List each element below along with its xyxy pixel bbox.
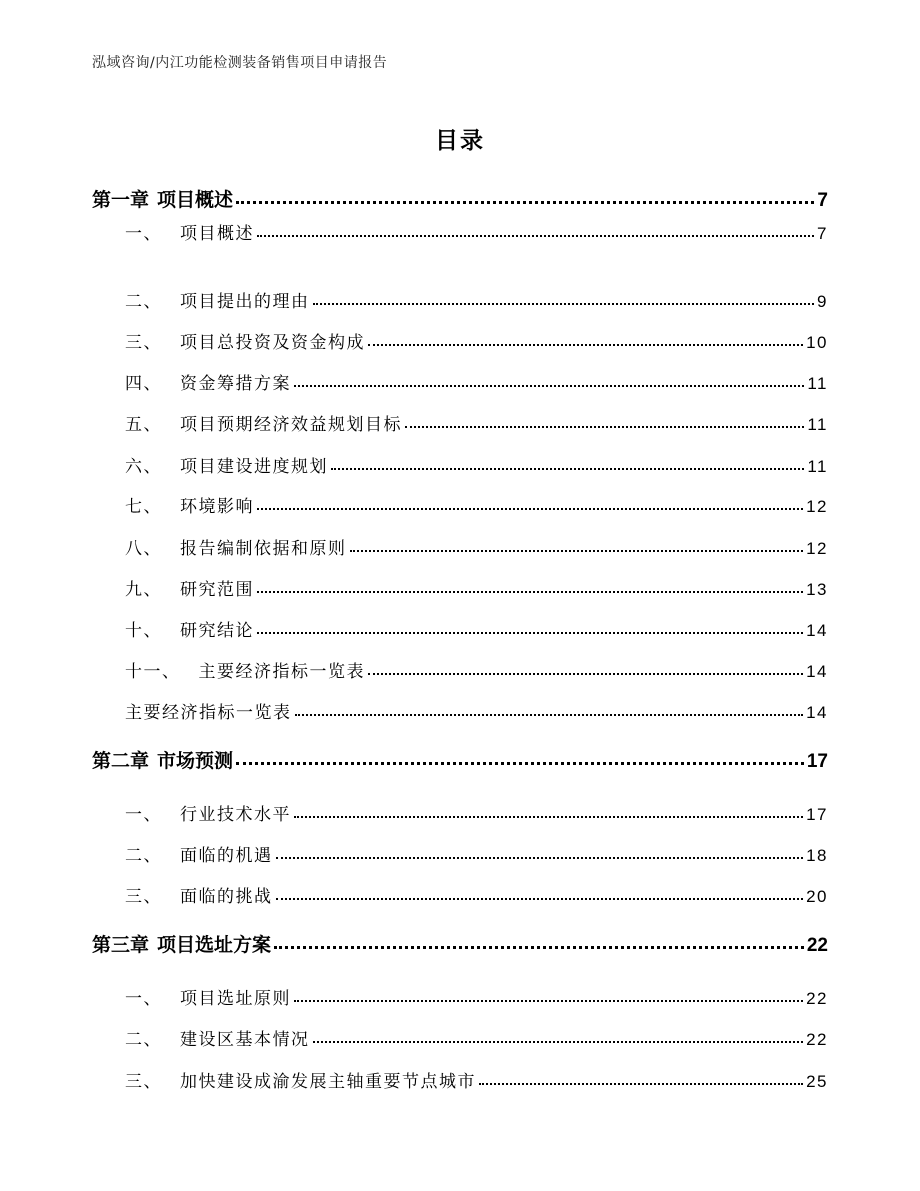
dot-leader	[331, 455, 804, 472]
toc-entry-section[interactable]	[125, 616, 828, 641]
dot-leader	[368, 331, 803, 348]
toc-entry-number: 二、	[125, 292, 162, 312]
toc-entry-number: 九、	[125, 580, 162, 600]
toc-entry-title: 项目提出的理由	[180, 292, 310, 312]
toc-entry-section[interactable]	[125, 984, 828, 1009]
toc-entry-number: 八、	[125, 539, 162, 559]
toc-entry-number: 七、	[125, 497, 162, 517]
toc-entry-page: 25	[806, 1072, 828, 1091]
toc-entry-title: 研究结论	[180, 621, 254, 641]
dot-leader	[295, 701, 804, 718]
toc-entry-section[interactable]	[125, 575, 828, 600]
toc-entry-page: 14	[806, 703, 828, 722]
toc-entry-title: 研究范围	[180, 580, 254, 600]
toc-entry-chapter-3[interactable]	[92, 930, 828, 957]
toc-entry-page: 10	[806, 333, 828, 352]
toc-entry-table[interactable]	[125, 698, 828, 723]
toc-entry-title: 加快建设成渝发展主轴重要节点城市	[180, 1072, 476, 1092]
toc-entry-page: 11	[807, 374, 828, 393]
dot-leader	[294, 803, 803, 820]
toc-entry-page: 14	[806, 662, 828, 681]
toc-entry-number: 一、	[125, 224, 162, 244]
toc-entry-page: 9	[817, 292, 828, 311]
running-header: 泓域咨询/内江功能检测装备销售项目申请报告	[92, 55, 388, 71]
toc-entry-section[interactable]	[125, 882, 828, 907]
toc-entry-title: 项目选址原则	[180, 989, 291, 1009]
dot-leader	[350, 537, 804, 554]
toc-entry-page: 11	[807, 415, 828, 434]
toc-entry-page: 22	[806, 1030, 828, 1049]
dot-leader	[313, 1028, 804, 1045]
toc-entry-page: 18	[806, 846, 828, 865]
dot-leader	[274, 932, 804, 951]
toc-entry-title: 建设区基本情况	[180, 1030, 310, 1050]
toc-entry-section[interactable]	[125, 452, 828, 477]
toc-entry-section[interactable]	[125, 219, 828, 244]
toc-entry-title: 项目选址方案	[157, 934, 272, 956]
toc-entry-section[interactable]	[125, 1067, 828, 1092]
toc-entry-number: 一、	[125, 989, 162, 1009]
toc-entry-number: 六、	[125, 457, 162, 477]
toc-entry-title: 主要经济指标一览表	[125, 703, 292, 723]
toc-entry-chapter-2[interactable]	[92, 746, 828, 773]
toc-entry-section[interactable]	[125, 841, 828, 866]
toc-entry-page: 11	[807, 457, 828, 476]
dot-leader	[257, 222, 814, 239]
dot-leader	[276, 885, 804, 902]
toc-entry-section[interactable]	[125, 800, 828, 825]
toc-entry-title: 面临的挑战	[180, 887, 273, 907]
toc-entry-section[interactable]	[125, 369, 828, 394]
dot-leader	[257, 619, 803, 636]
toc-entry-title: 项目预期经济效益规划目标	[180, 415, 402, 435]
toc-entry-title: 项目概述	[157, 189, 234, 211]
dot-leader	[294, 372, 804, 389]
toc-entry-title: 面临的机遇	[180, 846, 273, 866]
toc-entry-title: 资金筹措方案	[180, 374, 291, 394]
toc-entry-title: 主要经济指标一览表	[198, 662, 365, 682]
toc-entry-section[interactable]	[125, 328, 828, 353]
toc-entry-section[interactable]	[125, 534, 828, 559]
toc-entry-section[interactable]	[125, 657, 828, 682]
page-title: 目录	[435, 128, 485, 154]
dot-leader	[313, 290, 815, 307]
toc-entry-page: 22	[806, 935, 828, 956]
header-divider	[92, 79, 828, 80]
dot-leader	[405, 413, 804, 430]
toc-entry-number: 一、	[125, 805, 162, 825]
toc-entry-page: 20	[806, 887, 828, 906]
toc-entry-title: 项目建设进度规划	[180, 457, 328, 477]
toc-entry-number: 二、	[125, 846, 162, 866]
toc-entry-section[interactable]	[125, 1025, 828, 1050]
toc-entry-title: 项目总投资及资金构成	[180, 333, 365, 353]
dot-leader	[236, 748, 804, 767]
toc-entry-number: 三、	[125, 333, 162, 353]
dot-leader	[368, 660, 803, 677]
toc-entry-number: 三、	[125, 1072, 162, 1092]
dot-leader	[276, 844, 804, 861]
toc-entry-number: 第三章	[92, 934, 150, 956]
toc-entry-number: 第二章	[92, 750, 150, 772]
dot-leader	[257, 495, 803, 512]
toc-entry-section[interactable]	[125, 287, 828, 312]
toc-entry-page: 22	[806, 989, 828, 1008]
dot-leader	[294, 987, 803, 1004]
toc-entry-number: 第一章	[92, 189, 150, 211]
toc-entry-page: 17	[806, 805, 828, 824]
toc-entry-page: 12	[806, 497, 828, 516]
toc-entry-section[interactable]	[125, 492, 828, 517]
toc-entry-page: 13	[806, 580, 828, 599]
toc-entry-number: 十一、	[125, 662, 181, 682]
toc-entry-section[interactable]	[125, 410, 828, 435]
toc-entry-number: 十、	[125, 621, 162, 641]
toc-entry-number: 五、	[125, 415, 162, 435]
toc-entry-page: 12	[806, 539, 828, 558]
toc-entry-page: 7	[817, 190, 828, 211]
toc-entry-title: 行业技术水平	[180, 805, 291, 825]
dot-leader	[236, 187, 814, 206]
toc-entry-title: 报告编制依据和原则	[180, 539, 347, 559]
toc-entry-title: 环境影响	[180, 497, 254, 517]
toc-entry-number: 三、	[125, 887, 162, 907]
toc-entry-number: 四、	[125, 374, 162, 394]
toc-entry-number: 二、	[125, 1030, 162, 1050]
toc-entry-title: 项目概述	[180, 224, 254, 244]
toc-entry-page: 7	[817, 224, 828, 243]
toc-entry-page: 17	[806, 751, 828, 772]
dot-leader	[257, 578, 803, 595]
toc-entry-title: 市场预测	[157, 750, 234, 772]
dot-leader	[479, 1070, 803, 1087]
toc-entry-page: 14	[806, 621, 828, 640]
toc-entry-chapter-1[interactable]	[92, 185, 828, 212]
